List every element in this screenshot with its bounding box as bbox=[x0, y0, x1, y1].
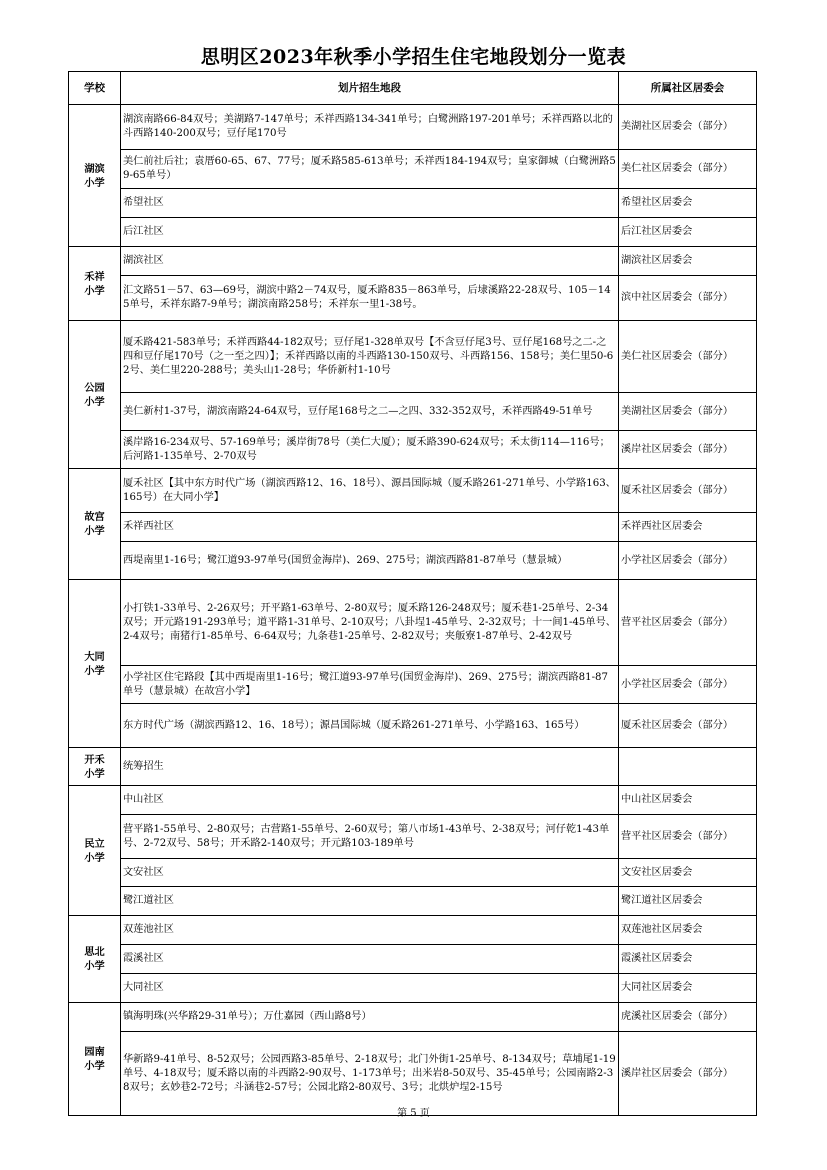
community-cell: 美仁社区居委会（部分） bbox=[619, 321, 757, 393]
area-cell: 营平路1-55单号、2-80双号；古营路1-55单号、2-60双号；第八市场1-43单号、2-38双号；河仔乾1-43单号、2-72双号、58号；开禾路2-140双号；开元路103-189单号 bbox=[121, 815, 619, 859]
community-cell: 美湖社区居委会（部分） bbox=[619, 105, 757, 150]
area-cell: 后江社区 bbox=[121, 218, 619, 247]
school-name: 民立 小学 bbox=[69, 786, 121, 916]
area-cell: 厦禾路421-583单号；禾祥西路44-182双号；豆仔尾1-328单双号【不含豆仔尾3号、豆仔尾168号之二-之四和豆仔尾170号（之一至之四）】；禾祥西路以南的斗西路130-150双号、斗西路156、158号；美仁里50-62号、美仁里220-288号；美头山1-28号；华侨新村1-10号 bbox=[121, 321, 619, 393]
table-row bbox=[69, 887, 757, 916]
area-cell: 西堤南里1-16号；鹭江道93-97单号(国贸金海岸)、269、275号；湖滨西路81-87单号（慧景城） bbox=[121, 542, 619, 580]
area-cell: 美仁新村1-37号，湖滨南路24-64双号，豆仔尾168号之二—之四、332-352双号，禾祥西路49-51单号 bbox=[121, 393, 619, 431]
table-row bbox=[69, 748, 757, 786]
community-cell: 美仁社区居委会（部分） bbox=[619, 150, 757, 189]
school-name: 大同 小学 bbox=[69, 580, 121, 748]
area-cell: 霞溪社区 bbox=[121, 945, 619, 974]
area-cell: 鹭江道社区 bbox=[121, 887, 619, 916]
area-cell: 大同社区 bbox=[121, 974, 619, 1003]
area-cell: 中山社区 bbox=[121, 786, 619, 815]
school-name: 湖滨 小学 bbox=[69, 105, 121, 247]
table-row bbox=[69, 815, 757, 859]
community-cell: 大同社区居委会 bbox=[619, 974, 757, 1003]
table-row bbox=[69, 469, 757, 513]
community-cell: 溪岸社区居委会（部分） bbox=[619, 431, 757, 469]
table-row bbox=[69, 218, 757, 247]
community-cell: 溪岸社区居委会（部分） bbox=[619, 1032, 757, 1116]
header-area: 划片招生地段 bbox=[121, 72, 619, 105]
area-cell: 湖滨社区 bbox=[121, 247, 619, 276]
area-cell: 双莲池社区 bbox=[121, 916, 619, 945]
table-row bbox=[69, 513, 757, 542]
area-cell: 溪岸路16-234双号、57-169单号；溪岸街78号（美仁大厦）；厦禾路390-624双号；禾太街114—116号；后河路1-135单号、2-70双号 bbox=[121, 431, 619, 469]
table-row bbox=[69, 786, 757, 815]
table-row bbox=[69, 974, 757, 1003]
community-cell: 厦禾社区居委会（部分） bbox=[619, 704, 757, 748]
area-cell: 华新路9-41单号、8-52双号；公园西路3-85单号、2-18双号；北门外街1-25单号、8-134双号；草埔尾1-19单号、4-18双号；厦禾路以南的斗西路2-90双号、1-173单号；出米岩8-50双号、35-45单号；公园南路2-38双号；玄妙巷2-72号；斗涵巷2-57号；公园北路2-80双号、3号；北烘炉埕2-15号 bbox=[121, 1032, 619, 1116]
area-cell: 厦禾社区【其中东方时代广场（湖滨西路12、16、18号）、源昌国际城（厦禾路261-271单号、小学路163、165号）在大同小学】 bbox=[121, 469, 619, 513]
area-cell: 湖滨南路66-84双号；美湖路7-147单号；禾祥西路134-341单号；白鹭洲路197-201单号；禾祥西路以北的斗西路140-200双号；豆仔尾170号 bbox=[121, 105, 619, 150]
table-row bbox=[69, 189, 757, 218]
header-community: 所属社区居委会 bbox=[619, 72, 757, 105]
school-name: 园南 小学 bbox=[69, 1003, 121, 1116]
table-row bbox=[69, 321, 757, 393]
table-header-row bbox=[69, 72, 757, 105]
table-row bbox=[69, 1003, 757, 1032]
table-row bbox=[69, 105, 757, 150]
community-cell: 禾祥西社区居委会 bbox=[619, 513, 757, 542]
area-cell: 小学社区住宅路段【其中西堤南里1-16号；鹭江道93-97单号(国贸金海岸)、269、275号；湖滨西路81-87单号（慧景城）在故宫小学】 bbox=[121, 666, 619, 704]
area-cell: 东方时代广场（湖滨西路12、16、18号）；源昌国际城（厦禾路261-271单号、小学路163、165号） bbox=[121, 704, 619, 748]
community-cell: 营平社区居委会（部分） bbox=[619, 580, 757, 666]
community-cell: 美湖社区居委会（部分） bbox=[619, 393, 757, 431]
community-cell: 滨中社区居委会（部分） bbox=[619, 276, 757, 321]
school-name: 开禾 小学 bbox=[69, 748, 121, 786]
community-cell: 霞溪社区居委会 bbox=[619, 945, 757, 974]
community-cell: 厦禾社区居委会（部分） bbox=[619, 469, 757, 513]
table-row bbox=[69, 704, 757, 748]
area-cell: 汇文路51－57、63—69号，湖滨中路2－74双号，厦禾路835－863单号，后埭溪路22-28双号、105－145单号，禾祥东路7-9单号；湖滨南路258号；禾祥东一里1-38号。 bbox=[121, 276, 619, 321]
community-cell: 湖滨社区居委会 bbox=[619, 247, 757, 276]
community-cell: 文安社区居委会 bbox=[619, 859, 757, 887]
area-cell: 镇海明珠(兴华路29-31单号）；万仕嘉园（西山路8号） bbox=[121, 1003, 619, 1032]
table-row bbox=[69, 431, 757, 469]
table-row bbox=[69, 1032, 757, 1116]
area-cell: 美仁前社后社；袁厝60-65、67、77号；厦禾路585-613单号；禾祥西184-194双号；皇家御城（白鹭洲路59-65单号） bbox=[121, 150, 619, 189]
school-name: 公园 小学 bbox=[69, 321, 121, 469]
header-school: 学校 bbox=[69, 72, 121, 105]
table-row bbox=[69, 276, 757, 321]
community-cell: 小学社区居委会（部分） bbox=[619, 542, 757, 580]
school-name: 禾祥 小学 bbox=[69, 247, 121, 321]
table-row bbox=[69, 393, 757, 431]
community-cell: 后江社区居委会 bbox=[619, 218, 757, 247]
page-number: 第 5 页 bbox=[397, 1108, 430, 1119]
community-cell: 鹭江道社区居委会 bbox=[619, 887, 757, 916]
area-cell: 希望社区 bbox=[121, 189, 619, 218]
area-cell: 统筹招生 bbox=[121, 748, 619, 786]
table-row bbox=[69, 916, 757, 945]
table-row bbox=[69, 859, 757, 887]
community-cell: 中山社区居委会 bbox=[619, 786, 757, 815]
page-title: 思明区2023年秋季小学招生住宅地段划分一览表 bbox=[200, 46, 627, 68]
community-cell: 小学社区居委会（部分） bbox=[619, 666, 757, 704]
allocation-table bbox=[68, 71, 757, 1116]
area-cell: 小打铁1-33单号、2-26双号；开平路1-63单号、2-80双号；厦禾路126-248双号；厦禾巷1-25单号、2-34双号；开元路191-293单号；道平路1-31单号、2-10双号；八卦埕1-45单号、2-32双号；十一间1-45单号、2-4双号；南猪行1-85单号、6-64双号；九条巷1-25单号、2-82双号；夹舨寮1-87单号、2-42双号 bbox=[121, 580, 619, 666]
area-cell: 禾祥西社区 bbox=[121, 513, 619, 542]
school-name: 思北 小学 bbox=[69, 916, 121, 1003]
table-row bbox=[69, 945, 757, 974]
table-row bbox=[69, 580, 757, 666]
table-row bbox=[69, 542, 757, 580]
community-cell: 双莲池社区居委会 bbox=[619, 916, 757, 945]
table-row bbox=[69, 247, 757, 276]
school-name: 故宫 小学 bbox=[69, 469, 121, 580]
community-cell: 营平社区居委会（部分） bbox=[619, 815, 757, 859]
community-cell: 希望社区居委会 bbox=[619, 189, 757, 218]
community-cell: 虎溪社区居委会（部分） bbox=[619, 1003, 757, 1032]
table-row bbox=[69, 150, 757, 189]
table-body bbox=[69, 105, 757, 1116]
table-row bbox=[69, 666, 757, 704]
area-cell: 文安社区 bbox=[121, 859, 619, 887]
community-cell bbox=[619, 748, 757, 786]
